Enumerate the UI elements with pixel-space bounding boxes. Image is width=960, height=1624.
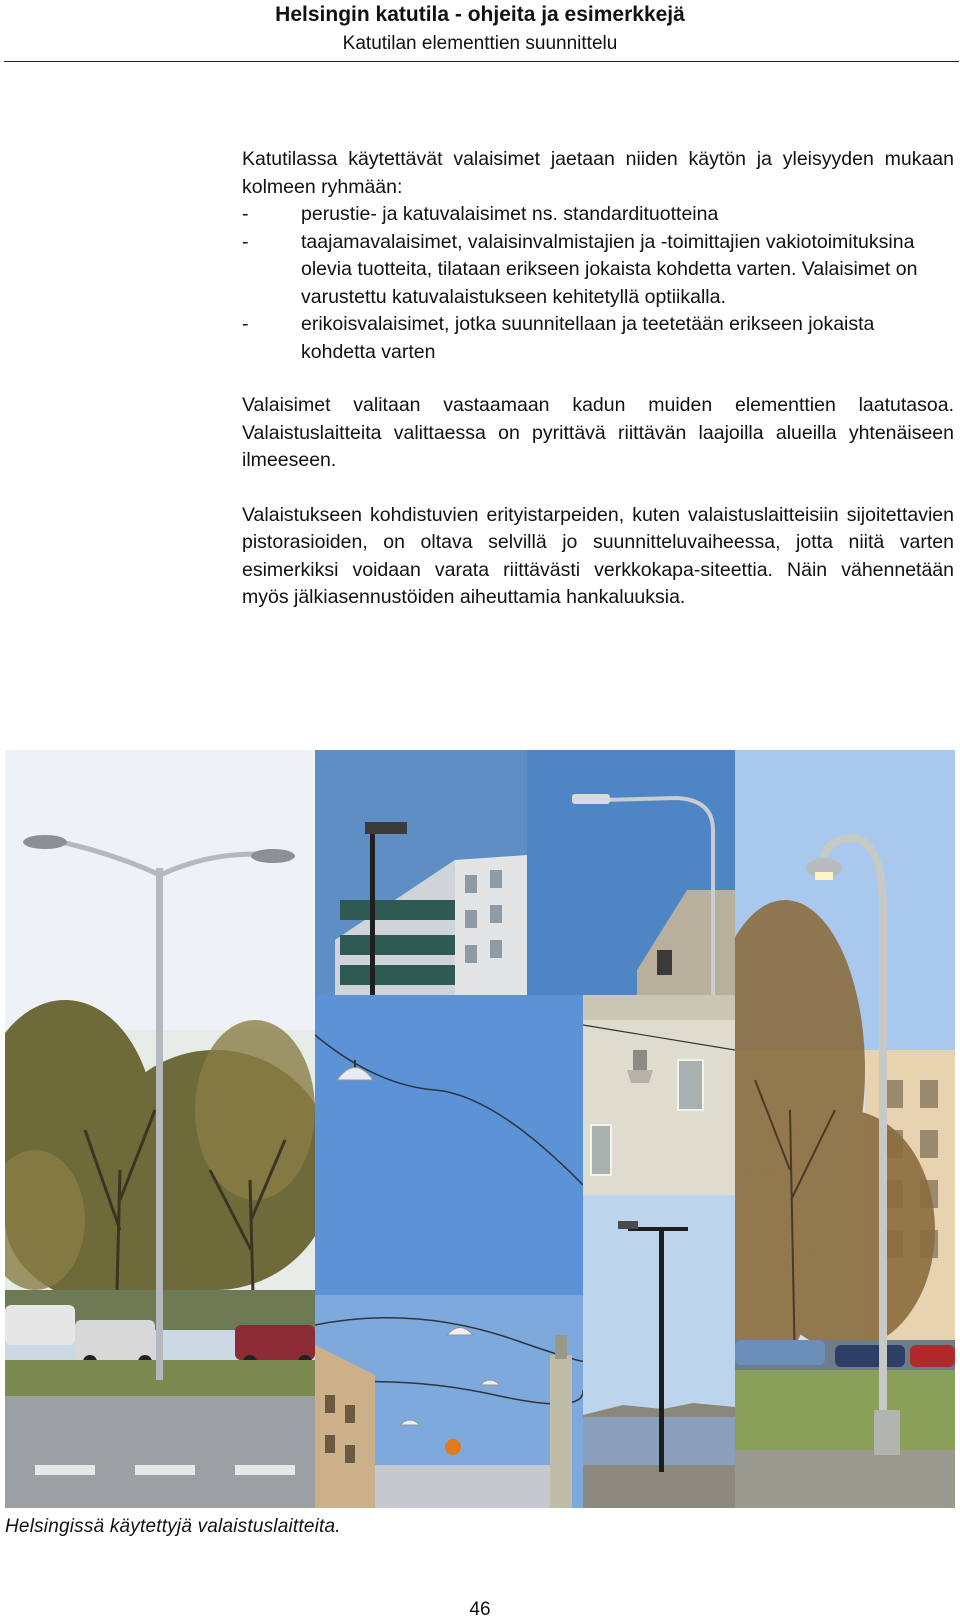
luminaire-groups-list [242, 201, 954, 366]
list-item [242, 311, 954, 366]
catenary-hanging-lamps-photo [315, 995, 583, 1508]
list-marker: - [242, 230, 249, 253]
single-lamp-pole-office-photo [315, 750, 527, 995]
list-item-text: erikoisvalaisimet, jotka suunnitellaan ja teetetään erikseen jokaista kohdetta varten [301, 313, 875, 363]
header-divider [4, 61, 959, 62]
document-title: Helsingin katutila - ohjeita ja esimerkkejä [275, 3, 685, 26]
list-marker: - [242, 313, 249, 335]
wall-mounted-lamp-facade-photo [583, 995, 735, 1195]
section-subtitle: Katutilan elementtien suunnittelu [342, 33, 618, 54]
page-number: 46 [469, 1599, 491, 1620]
body-text [242, 146, 954, 612]
selection-paragraph: Valaisimet valitaan vastaamaan kadun muiden elementtien laatutasoa. Valaistuslaitteita valittaessa on pyrittävä riittävän laajoilla alueilla yhtenäiseen ilmeeseen. [242, 394, 954, 471]
double-arm-street-light-photo [5, 750, 315, 1508]
t-pole-lamp-waterfront-photo [583, 1195, 735, 1508]
list-item [242, 201, 954, 229]
figure-caption: Helsingissä käytettyjä valaistuslaitteita. [5, 1516, 341, 1537]
intro-paragraph: Katutilassa käytettävät valaisimet jaetaan niiden käytön ja yleisyyden mukaan kolmeen ryhmään: [242, 148, 954, 198]
list-item-text: taajamavalaisimet, valaisinvalmistajien ja -toimittajien vakiotoimituksina olevia tuotteita, tilataan erikseen jokaista kohdetta varten. Valaisimet on varustettu katuvalaistukseen kehitetyllä optiikalla. [301, 230, 918, 308]
list-marker: - [242, 203, 249, 225]
photo-collage [5, 750, 955, 1508]
curved-arm-street-light-photo [527, 750, 735, 995]
list-item [242, 229, 954, 312]
globe-lamp-curved-pole-photo [735, 750, 955, 1508]
list-item-text: perustie- ja katuvalaisimet ns. standardituotteina [301, 203, 719, 225]
requirements-paragraph: Valaistukseen kohdistuvien erityistarpeiden, kuten valaistuslaitteisiin sijoitettavien pistorasioiden, on oltava selvillä jo suunnitteluvaiheessa, jotta niitä varten esimerkiksi voidaan varata riittävästi verkkokapa-siteettia. Näin vähennetään myös jälkiasennustöiden aiheuttamia hankaluuksia. [242, 503, 954, 608]
